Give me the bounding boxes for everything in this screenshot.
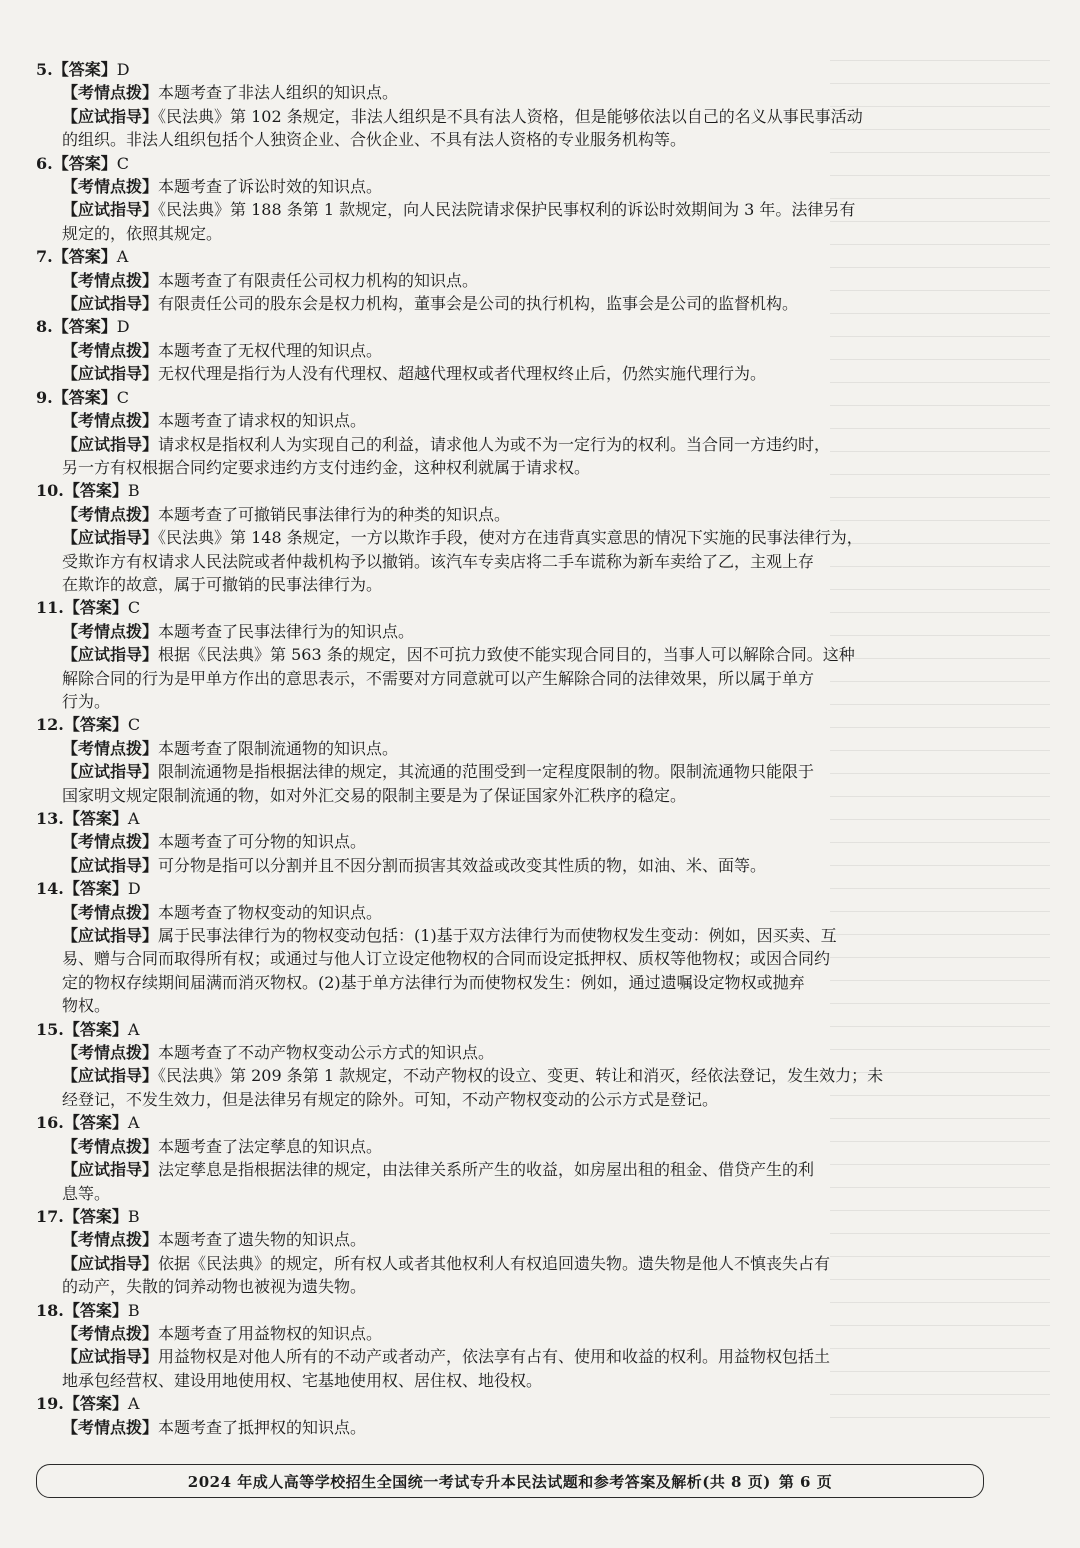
footer-title: 2024 年成人高等学校招生全国统一考试专升本民法试题和参考答案及解析(共 8 页) — [187, 1472, 771, 1491]
guide-line — [62, 760, 996, 783]
exam-point-line — [62, 503, 996, 526]
guide-line — [62, 643, 996, 666]
answer-line — [36, 58, 996, 81]
exam-point-line — [62, 409, 996, 432]
guide-line — [62, 1345, 996, 1368]
guide-line — [62, 924, 996, 947]
exam-point-text: 本题考查了可分物的知识点。 — [158, 832, 367, 852]
guide-line — [62, 947, 996, 970]
page-footer — [36, 1464, 984, 1498]
answer-letter: D — [127, 879, 141, 899]
guide-line — [62, 1088, 996, 1111]
guide-line — [62, 854, 996, 877]
guide-label: 【应试指导】 — [62, 200, 159, 220]
answer-item — [36, 1205, 996, 1299]
guide-line — [62, 1252, 996, 1275]
answer-line — [36, 1392, 996, 1415]
guide-label: 【应试指导】 — [62, 1160, 159, 1180]
answer-line — [36, 1299, 996, 1322]
exam-point-label: 【考情点拨】 — [62, 504, 159, 524]
guide-label: 【应试指导】 — [62, 434, 159, 454]
answer-item — [36, 386, 996, 480]
guide-label: 【应试指导】 — [62, 294, 159, 314]
answer-letter: C — [116, 387, 129, 407]
guide-text: 请求权是指权利人为实现自己的利益，请求他人为或不为一定行为的权利。当合同一方违约时， — [158, 434, 831, 454]
answer-number: 17.【答案】 — [36, 1206, 128, 1226]
exam-point-text: 本题考查了不动产物权变动公示方式的知识点。 — [158, 1043, 495, 1063]
guide-text: 息等。 — [62, 1183, 111, 1203]
answer-item — [36, 807, 996, 877]
answer-line — [36, 315, 996, 338]
answer-item — [36, 315, 996, 385]
guide-text: 《民法典》第 102 条规定，非法人组织是不具有法人资格，但是能够依法以自己的名义从事民事活动 — [158, 106, 863, 126]
exam-point-line — [62, 339, 996, 362]
answer-number: 15.【答案】 — [36, 1019, 128, 1039]
answer-line — [36, 479, 996, 502]
guide-line — [62, 198, 996, 221]
exam-point-label: 【考情点拨】 — [62, 1323, 159, 1343]
guide-text: 属于民事法律行为的物权变动包括：(1)基于双方法律行为而使物权发生变动：例如，因买卖、互 — [158, 926, 837, 946]
answer-line — [36, 245, 996, 268]
guide-text: 的组织。非法人组织包括个人独资企业、合伙企业、不具有法人资格的专业服务机构等。 — [62, 130, 687, 150]
guide-text: 《民法典》第 188 条第 1 款规定，向人民法院请求保护民事权利的诉讼时效期间为 3 年。法律另有 — [158, 200, 856, 220]
guide-text: 用益物权是对他人所有的不动产或者动产，依法享有占有、使用和收益的权利。用益物权包括土 — [158, 1347, 831, 1367]
guide-line — [62, 1182, 996, 1205]
answer-number: 10.【答案】 — [36, 481, 128, 501]
exam-point-label: 【考情点拨】 — [62, 1136, 159, 1156]
answer-number: 7.【答案】 — [36, 247, 117, 267]
guide-text: 行为。 — [62, 691, 111, 711]
guide-text: 物权。 — [62, 996, 111, 1016]
guide-text: 法定孳息是指根据法律的规定，由法律关系所产生的收益，如房屋出租的租金、借贷产生的利 — [158, 1160, 815, 1180]
guide-text: 在欺诈的故意，属于可撤销的民事法律行为。 — [62, 574, 383, 594]
answer-letter: D — [116, 317, 130, 337]
guide-line — [62, 292, 996, 315]
answer-line — [36, 596, 996, 619]
guide-line — [62, 1369, 996, 1392]
exam-point-label: 【考情点拨】 — [62, 738, 159, 758]
exam-point-line — [62, 1041, 996, 1064]
guide-text: 地承包经营权、建设用地使用权、宅基地使用权、居住权、地役权。 — [62, 1370, 543, 1390]
answer-item — [36, 596, 996, 713]
answer-line — [36, 1205, 996, 1228]
guide-label: 【应试指导】 — [62, 1347, 159, 1367]
answer-letter: C — [127, 598, 141, 618]
exam-point-line — [62, 620, 996, 643]
answer-number: 12.【答案】 — [36, 715, 128, 735]
answer-item — [36, 1111, 996, 1205]
answer-line — [36, 713, 996, 736]
guide-line — [62, 433, 996, 456]
guide-label: 【应试指导】 — [62, 762, 159, 782]
exam-point-line — [62, 901, 996, 924]
exam-point-line — [62, 830, 996, 853]
guide-label: 【应试指导】 — [62, 106, 159, 126]
exam-point-label: 【考情点拨】 — [62, 1043, 159, 1063]
guide-text: 另一方有权根据合同约定要求违约方支付违约金，这种权利就属于请求权。 — [62, 457, 591, 477]
answer-number: 9.【答案】 — [36, 387, 117, 407]
guide-text: 解除合同的行为是甲单方作出的意思表示，不需要对方同意就可以产生解除合同的法律效果，所以属于单方 — [62, 668, 815, 688]
guide-line — [62, 362, 996, 385]
exam-point-text: 本题考查了遗失物的知识点。 — [158, 1230, 367, 1250]
exam-point-text: 本题考查了法定孳息的知识点。 — [158, 1136, 383, 1156]
answer-number: 16.【答案】 — [36, 1113, 128, 1133]
guide-line — [62, 1275, 996, 1298]
guide-text: 限制流通物是指根据法律的规定，其流通的范围受到一定程度限制的物。限制流通物只能限于 — [158, 762, 815, 782]
answer-letter: B — [127, 481, 140, 501]
guide-line — [62, 994, 996, 1017]
answer-line — [36, 386, 996, 409]
guide-label: 【应试指导】 — [62, 1253, 159, 1273]
answer-item — [36, 479, 996, 596]
guide-line — [62, 128, 996, 151]
answer-number: 13.【答案】 — [36, 809, 128, 828]
guide-text: 《民法典》第 148 条规定，一方以欺诈手段，使对方在违背真实意思的情况下实施的民事法律行为， — [158, 528, 863, 548]
guide-label: 【应试指导】 — [62, 364, 159, 384]
guide-text: 有限责任公司的股东会是权力机构，董事会是公司的执行机构，监事会是公司的监督机构。 — [158, 294, 799, 314]
answer-item — [36, 713, 996, 807]
guide-text: 定的物权存续期间届满而消灭物权。(2)基于单方法律行为而使物权发生：例如，通过遗嘱设定物权或抛弃 — [62, 972, 805, 992]
answer-letter: B — [127, 1206, 140, 1226]
exam-point-label: 【考情点拨】 — [62, 1230, 159, 1250]
answer-letter: A — [127, 1113, 140, 1133]
answer-item — [36, 152, 996, 246]
exam-point-label: 【考情点拨】 — [62, 340, 159, 360]
exam-point-line — [62, 737, 996, 760]
exam-point-text: 本题考查了限制流通物的知识点。 — [158, 738, 399, 758]
guide-label: 【应试指导】 — [62, 645, 159, 665]
guide-label: 【应试指导】 — [62, 1066, 159, 1086]
exam-point-text: 本题考查了有限责任公司权力机构的知识点。 — [158, 270, 479, 290]
guide-line — [62, 573, 996, 596]
answer-line — [36, 1111, 996, 1134]
answer-line — [36, 1018, 996, 1041]
guide-text: 可分物是指可以分割并且不因分割而损害其效益或改变其性质的物，如油、米、面等。 — [158, 855, 767, 875]
guide-line — [62, 667, 996, 690]
exam-point-line — [62, 81, 996, 104]
answer-item — [36, 1018, 996, 1112]
guide-line — [62, 971, 996, 994]
guide-label: 【应试指导】 — [62, 528, 159, 548]
answer-number: 18.【答案】 — [36, 1300, 128, 1320]
exam-point-text: 本题考查了请求权的知识点。 — [158, 411, 367, 431]
answer-letter: A — [127, 1394, 140, 1414]
guide-line — [62, 456, 996, 479]
answer-letter: A — [116, 247, 129, 267]
guide-text: 易、赠与合同而取得所有权；或通过与他人订立设定他物权的合同而设定抵押权、质权等他物权；或因合同约 — [62, 949, 831, 969]
exam-point-text: 本题考查了诉讼时效的知识点。 — [158, 177, 383, 197]
guide-label: 【应试指导】 — [62, 855, 159, 875]
guide-line — [62, 784, 996, 807]
answer-letter: A — [127, 1019, 140, 1039]
guide-text: 的动产，失散的饲养动物也被视为遗失物。 — [62, 1277, 367, 1297]
answer-line — [36, 877, 996, 900]
exam-point-text: 本题考查了可撤销民事法律行为的种类的知识点。 — [158, 504, 511, 524]
answer-number: 6.【答案】 — [36, 153, 117, 173]
exam-point-label: 【考情点拨】 — [62, 621, 159, 641]
guide-line — [62, 690, 996, 713]
exam-point-text: 本题考查了民事法律行为的知识点。 — [158, 621, 415, 641]
answer-number: 19.【答案】 — [36, 1394, 128, 1414]
guide-line — [62, 1158, 996, 1181]
guide-line — [62, 550, 996, 573]
exam-point-text: 本题考查了无权代理的知识点。 — [158, 340, 383, 360]
exam-point-label: 【考情点拨】 — [62, 177, 159, 197]
answer-letter: D — [116, 60, 130, 79]
exam-point-text: 本题考查了用益物权的知识点。 — [158, 1323, 383, 1343]
exam-point-text: 本题考查了抵押权的知识点。 — [158, 1417, 367, 1437]
answer-letter: A — [127, 809, 140, 828]
exam-point-line — [62, 175, 996, 198]
answer-list — [36, 58, 996, 1439]
answer-item — [36, 1392, 996, 1439]
exam-point-text: 本题考查了物权变动的知识点。 — [158, 902, 383, 922]
guide-text: 规定的，依照其规定。 — [62, 223, 223, 243]
exam-point-label: 【考情点拨】 — [62, 83, 159, 103]
guide-line — [62, 526, 996, 549]
exam-point-label: 【考情点拨】 — [62, 270, 159, 290]
answer-number: 5.【答案】 — [36, 60, 117, 79]
guide-text: 国家明文规定限制流通的物，如对外汇交易的限制主要是为了保证国家外汇秩序的稳定。 — [62, 785, 687, 805]
answer-item — [36, 58, 996, 152]
guide-text: 《民法典》第 209 条第 1 款规定，不动产物权的设立、变更、转让和消灭，经依法登记，发生效力；未 — [158, 1066, 884, 1086]
answer-item — [36, 1299, 996, 1393]
answer-letter: B — [127, 1300, 140, 1320]
exam-point-label: 【考情点拨】 — [62, 832, 159, 852]
answer-letter: C — [127, 715, 141, 735]
answer-item — [36, 245, 996, 315]
footer-page-number: 第 6 页 — [778, 1472, 833, 1491]
answer-line — [36, 807, 996, 830]
answer-number: 14.【答案】 — [36, 879, 128, 899]
answer-letter: C — [116, 153, 129, 173]
guide-label: 【应试指导】 — [62, 926, 159, 946]
exam-point-label: 【考情点拨】 — [62, 902, 159, 922]
answer-number: 11.【答案】 — [36, 598, 128, 618]
guide-text: 经登记，不发生效力，但是法律另有规定的除外。可知，不动产物权变动的公示方式是登记。 — [62, 1089, 719, 1109]
guide-line — [62, 222, 996, 245]
answer-number: 8.【答案】 — [36, 317, 117, 337]
answer-item — [36, 877, 996, 1017]
answer-line — [36, 152, 996, 175]
exam-point-line — [62, 269, 996, 292]
guide-text: 受欺诈方有权请求人民法院或者仲裁机构予以撤销。该汽车专卖店将二手车谎称为新车卖给了乙，主观上存 — [62, 551, 815, 571]
guide-line — [62, 1064, 996, 1087]
guide-text: 根据《民法典》第 563 条的规定，因不可抗力致使不能实现合同目的，当事人可以解除合同。这种 — [158, 645, 855, 665]
exam-point-line — [62, 1135, 996, 1158]
exam-point-line — [62, 1322, 996, 1345]
exam-point-label: 【考情点拨】 — [62, 411, 159, 431]
exam-point-label: 【考情点拨】 — [62, 1417, 159, 1437]
exam-point-text: 本题考查了非法人组织的知识点。 — [158, 83, 399, 103]
exam-point-line — [62, 1228, 996, 1251]
exam-point-line — [62, 1416, 996, 1439]
guide-text: 依据《民法典》的规定，所有权人或者其他权利人有权追回遗失物。遗失物是他人不慎丧失占有 — [158, 1253, 831, 1273]
guide-line — [62, 105, 996, 128]
guide-text: 无权代理是指行为人没有代理权、超越代理权或者代理权终止后，仍然实施代理行为。 — [158, 364, 767, 384]
